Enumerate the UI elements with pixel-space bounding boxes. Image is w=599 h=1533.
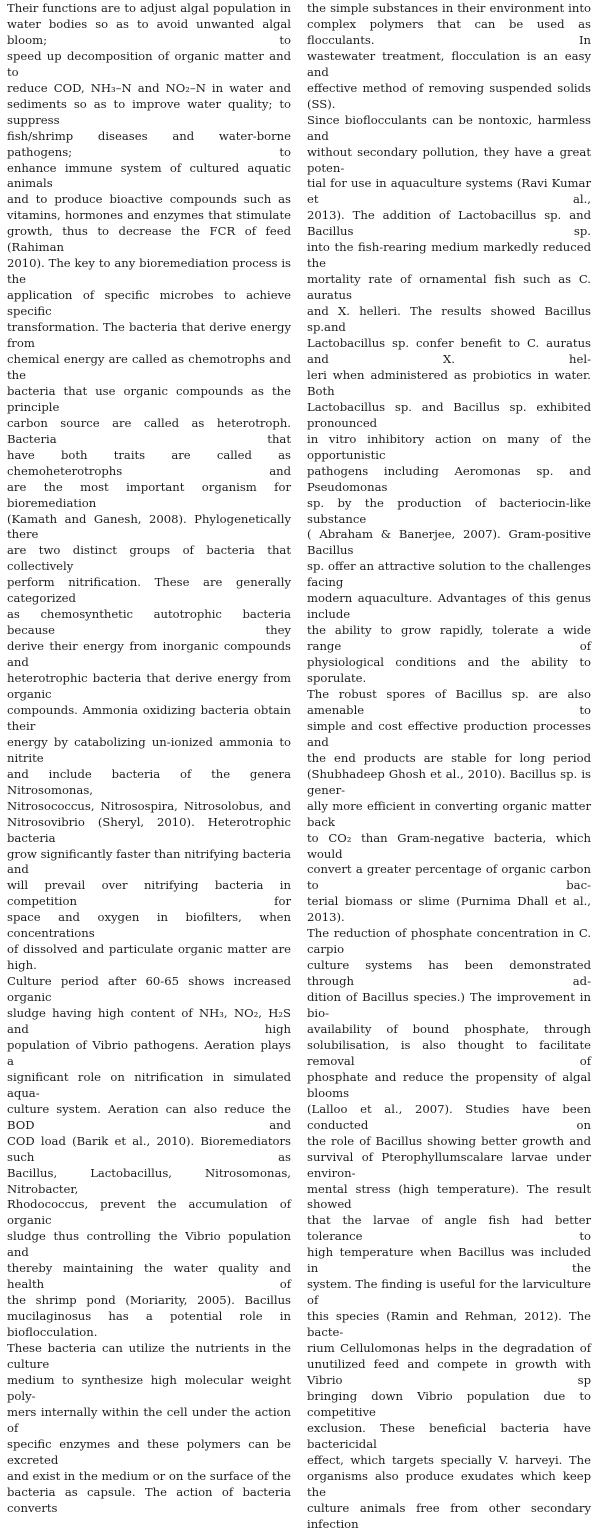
right-line: the role of Bacillus showing better growth and [307, 1133, 591, 1148]
left-line: carbon source are called as heterotroph. Bacteria that [7, 415, 291, 446]
right-line: high temperature when Bacillus was included in the [307, 1245, 591, 1276]
right-line: sp. offer an attractive solution to the challenges facing [307, 559, 591, 590]
left-line: bacteria that use organic compounds as the principle [7, 383, 291, 414]
right-line: the ability to grow rapidly, tolerate a wide range of [307, 623, 591, 654]
right-line: survival of Pterophyllumscalare larvae under environ- [307, 1149, 591, 1180]
left-line: perform nitrification. These are generally categorized [7, 575, 291, 606]
right-line: wastewater treatment, flocculation is an easy and [307, 48, 591, 79]
left-line: have both traits are called as chemoheterotrophs and [7, 447, 291, 478]
right-column [307, 1, 591, 1533]
right-line: complex polymers that can be used as flocculants. In [307, 16, 591, 47]
left-column-text [7, 1, 291, 1517]
right-line: bringing down Vibrio population due to competitive [307, 1388, 591, 1419]
right-line: organisms also produce exudates which keep the [307, 1468, 591, 1499]
right-line: modern aquaculture. Advantages of this genus include [307, 591, 591, 622]
left-line: significant role on nitrification in simulated aqua- [7, 1069, 291, 1100]
left-line: Their functions are to adjust algal population in [7, 1, 291, 15]
left-line: transformation. The bacteria that derive energy from [7, 320, 291, 351]
left-line: as chemosynthetic autotrophic bacteria because they [7, 607, 291, 638]
right-line: rium Cellulomonas helps in the degradation of [307, 1341, 591, 1356]
right-line: simple and cost effective production processes and [307, 718, 591, 749]
right-line: into the fish-rearing medium markedly reduced the [307, 240, 591, 271]
right-line: exclusion. These beneficial bacteria have bactericidal [307, 1420, 591, 1451]
right-line: culture systems has been demonstrated through ad- [307, 958, 591, 989]
left-line: Culture period after 60-65 shows increased organic [7, 974, 291, 1005]
right-line: 2013). The addition of Lactobacillus sp. and Bacillus sp. [307, 208, 591, 239]
left-line: water bodies so as to avoid unwanted algal bloom; to [7, 16, 291, 47]
left-line: and exist in the medium or on the surface of the [7, 1468, 291, 1483]
right-line: terial biomass or slime (Purnima Dhall et al., 2013). [307, 894, 591, 925]
left-line: Nitrosococcus, Nitrosospira, Nitrosolobus, and [7, 798, 291, 813]
left-line: mers internally within the cell under the action of [7, 1404, 291, 1435]
right-line: the end products are stable for long period [307, 750, 591, 765]
left-line: COD load (Barik et al., 2010). Bioremediators such as [7, 1133, 291, 1164]
right-column-text [307, 1, 591, 1533]
right-line: leri when administered as probiotics in water. Both [307, 367, 591, 398]
left-line: These bacteria can utilize the nutrients in the culture [7, 1341, 291, 1372]
right-line: (Shubhadeep Ghosh et al., 2010). Bacillus sp. is gener- [307, 766, 591, 797]
right-line: to CO₂ than Gram-negative bacteria, which would [307, 830, 591, 861]
right-line: The reduction of phosphate concentration in C. carpio [307, 926, 591, 957]
left-line: bacteria as capsule. The action of bacteria converts [7, 1484, 291, 1515]
right-line: pathogens including Aeromonas sp. and Pseudomonas [307, 463, 591, 494]
left-line: Rhodococcus, prevent the accumulation of organic [7, 1197, 291, 1228]
left-line: Nitrosovibrio (Sheryl, 2010). Heterotrophic bacteria [7, 814, 291, 845]
right-line: availability of bound phosphate, through [307, 1022, 591, 1036]
right-line: the simple substances in their environment into [307, 1, 591, 15]
right-line: culture animals free from other secondary infection [307, 1500, 591, 1531]
left-line: speed up decomposition of organic matter and to [7, 48, 291, 79]
left-line: Bacillus, Lactobacillus, Nitrosomonas, Nitrobacter, [7, 1165, 291, 1196]
left-line: application of specific microbes to achieve specific [7, 288, 291, 319]
left-line: compounds. Ammonia oxidizing bacteria obtain their [7, 702, 291, 733]
left-line: the shrimp pond (Moriarity, 2005). Bacillus [7, 1293, 291, 1308]
left-column [7, 1, 291, 1517]
left-line: medium to synthesize high molecular weight poly- [7, 1372, 291, 1403]
left-line: energy by catabolizing un-ionized ammonia to nitrite [7, 734, 291, 765]
right-line: convert a greater percentage of organic carbon to bac- [307, 862, 591, 893]
left-line: specific enzymes and these polymers can be excreted [7, 1436, 291, 1467]
right-line: The robust spores of Bacillus sp. are also amenable to [307, 686, 591, 717]
left-line: sludge thus controlling the Vibrio population and [7, 1229, 291, 1260]
right-line: Lactobacillus sp. confer benefit to C. auratus and X. hel- [307, 336, 591, 366]
left-line: and to produce bioactive compounds such as [7, 192, 291, 207]
left-line: fish/shrimp diseases and water-borne pathogens; to [7, 128, 291, 159]
left-line: enhance immune system of cultured aquatic animals [7, 160, 291, 191]
left-line: culture system. Aeration can also reduce the BOD and [7, 1101, 291, 1132]
right-line: effect, which targets specially V. harveyi. The [307, 1452, 591, 1467]
left-line: space and oxygen in biofilters, when concentrations [7, 910, 291, 941]
left-line: growth, thus to decrease the FCR of feed (Rahiman [7, 224, 291, 255]
left-line: heterotrophic bacteria that derive energy from organic [7, 671, 291, 701]
left-line: derive their energy from inorganic compounds and [7, 639, 291, 670]
right-line: physiological conditions and the ability to sporulate. [307, 655, 591, 686]
left-line: are the most important organism for bioremediation [7, 479, 291, 510]
left-line: population of Vibrio pathogens. Aeration plays a [7, 1037, 291, 1068]
left-line: thereby maintaining the water quality and health of [7, 1261, 291, 1292]
left-line: will prevail over nitrifying bacteria in competition for [7, 878, 291, 909]
left-line: chemical energy are called as chemotrophs and the [7, 351, 291, 382]
left-line: of dissolved and particulate organic matter are high. [7, 942, 291, 973]
right-line: sp. by the production of bacteriocin-like substance [307, 495, 591, 526]
right-line: Since bioflocculants can be nontoxic, harmless and [307, 112, 591, 143]
right-line: solubilisation, is also thought to facilitate removal of [307, 1037, 591, 1068]
right-line: effective method of removing suspended solids (SS). [307, 80, 591, 111]
right-line: mortality rate of ornamental fish such as C. auratus [307, 272, 591, 303]
left-line: grow significantly faster than nitrifying bacteria and [7, 846, 291, 877]
left-line: reduce COD, NH₃–N and NO₂–N in water and [7, 80, 291, 95]
right-line: ( Abraham & Banerjee, 2007). Gram-positive Bacillus [307, 527, 591, 558]
right-line: in vitro inhibitory action on many of the opportunistic [307, 431, 591, 462]
right-line: tial for use in aquaculture systems (Ravi Kumar et al., [307, 176, 591, 207]
right-line: unutilized feed and compete in growth with Vibrio sp [307, 1357, 591, 1387]
left-line: 2010). The key to any bioremediation process is the [7, 256, 291, 287]
left-line: are two distinct groups of bacteria that collectively [7, 543, 291, 574]
left-line: vitamins, hormones and enzymes that stimulate [7, 208, 291, 223]
right-line: (Lalloo et al., 2007). Studies have been conducted on [307, 1101, 591, 1132]
left-line: sediments so as to improve water quality; to suppress [7, 96, 291, 127]
left-line: sludge having high content of NH₃, NO₂, H₂S and high [7, 1006, 291, 1036]
right-line: dition of Bacillus species.) The improvement in bio- [307, 990, 591, 1021]
right-line: this species (Ramin and Rehman, 2012). The bacte- [307, 1309, 591, 1340]
left-line: mucilaginosus has a potential role in bioflocculation. [7, 1309, 291, 1340]
right-line: system. The finding is useful for the larviculture of [307, 1277, 591, 1308]
right-line: without secondary pollution, they have a great poten- [307, 144, 591, 175]
right-line: that the larvae of angle fish had better tolerance to [307, 1213, 591, 1244]
right-line: and X. helleri. The results showed Bacillus sp.and [307, 304, 591, 335]
right-line: ally more efficient in converting organic matter back [307, 798, 591, 829]
right-line: phosphate and reduce the propensity of algal blooms [307, 1069, 591, 1100]
right-line: mental stress (high temperature). The result showed [307, 1181, 591, 1212]
left-line: and include bacteria of the genera Nitrosomonas, [7, 766, 291, 797]
right-line: Lactobacillus sp. and Bacillus sp. exhibited pronounced [307, 399, 591, 430]
left-line: (Kamath and Ganesh, 2008). Phylogenetically there [7, 511, 291, 542]
